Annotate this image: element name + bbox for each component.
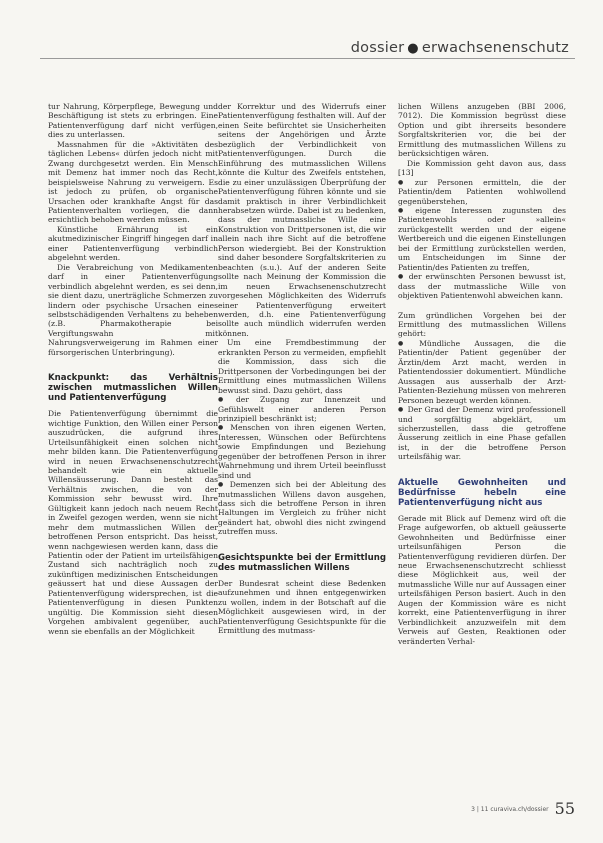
paragraph: Die Verabreichung von Medikamenten darf in einer Patientenverfügung verbindlich abgelehnt werden, es sei denn, sie dient dazu, unerträgliche Schmerzen zu lindern oder psychische Ursachen eines selbstschädigenden Verhaltens zu beheben (z.B. Pharmakotherapie bei Vergiftungswahn mit Nahrungsverweigerung im Rahmen einer fürsorgerischen Unterbringung). [48,262,218,357]
paragraph: lichen Willens anzugeben (BBI 2006, 7012). Die Kommission begrüsst diese Option und gibt ihrerseits besondere Sorgfaltskriterien vor, die bei der Ermittlung des mutmasslichen Willens zu berücksichtigen wären. [398,102,566,159]
page-footer [471,799,575,818]
header-section: dossier [350,40,405,56]
bullet-icon: ● [407,41,419,56]
list-item: ● zur Personen ermitteln, die der Patientin/dem Patienten wohlwollend gegenüberstehen, [398,178,566,206]
list-item: ● der erwünschten Personen bewusst ist, dass der mutmassliche Wille von objektiven Patientenwohl abweichen kann. [398,272,566,300]
header-topic: erwachsenenschutz [421,40,569,56]
column-1 [48,102,218,636]
bullet-list [218,395,386,537]
list-item: ● eigene Interessen zugunsten des Patientenwohls oder »allein« zurückgestellt werden und der eigene Wertbereich und die eigenen Einstellungen bei der Ermittlung zurückstellen werden, um Entscheidungen im Sinne der Patientin/des Patienten zu treffen, [398,206,566,272]
paragraph: Zum gründlichen Vorgehen bei der Ermittlung des mutmasslichen Willens gehört: [398,310,566,339]
bullet-list [398,178,566,301]
paragraph: der Korrektur und des Widerrufs einer Patientenverfügung festhalten will. Auf der einen Seite befürchtet sie Unsicherheiten seitens der Angehörigen und Ärzte bezüglich der Verbindlichkeit von Patientenverfügungen. Durch die Einführung des mutmasslichen Willens könnte die Kultur des Zweifels entstehen, die zu einer unzulässigen Überprüfung der Patientenverfügung führen könnte und sie damit praktisch in ihrer Verbindlichkeit herabsetzen würde. Dabei ist zu bedenken, dass der mutmassliche Wille eine Konstruktion von Drittpersonen ist, die wir allein nach ihre Sicht auf die betroffene Person wiedergiebt. Bei der Konstruktion sind daher besondere Sorgfaltskriterien zu beachten (s.u.). Auf der anderen Seite sollte nach Meinung der Kommission die im neuen Erwachsenenschutzrecht vorgesehen Möglichkeiten des Widerrufs einer Patientenverfügung erweitert werden, d.h. eine Patientenverfügung sollte auch mündlich widerrufen werden können. [218,102,386,338]
section-heading: Aktuelle Gewohnheiten und Bedürfnisse hebeln eine Patientenverfügung nicht aus [398,477,566,508]
issue-label: 3 | 11 curaviva.ch/dossier [471,806,549,813]
bullet-list [398,339,566,462]
running-header [351,40,569,56]
column-2 [218,102,386,636]
paragraph: Die Patientenverfügung übernimmt die wichtige Funktion, den Willen einer Person auszudrücken, die aufgrund ihres Urteilsunfähigkeit einen solchen nicht mehr bilden kann. Die Patientenverfügung wird in neuen Erwachsenenschutzrecht behandelt wie ein aktuelle Willensäusserung. Dann besteht das Verhältnis zwischen, die von der Kommission sehr bewusst wird. Ihre Gültigkeit kann jedoch nach neuem Recht in Zweifel gezogen werden, wenn sie nicht mehr dem mutmasslichen Willen der betroffenen Person entspricht. Das heisst, wenn nachgewiesen werden kann, dass die Patientin oder der Patient im urteilsfähigen Zustand sich nachträglich noch zu zukünftigen medizinischen Entscheidungen geäussert hat und diese Aussagen der Patientenverfügung widersprechen, ist die Patientenverfügung in diesen Punkten ungültig. Die Kommission sieht diesen Vorgehen ambivalent gegenüber, auch wenn sie ebenfalls an der Möglichkeit [48,409,218,636]
section-heading: Knackpunkt: das Verhältnis zwischen mutmasslichen Willen und Patientenverfügung [48,373,218,404]
page-number: 55 [554,799,575,818]
header-rule [40,58,575,59]
paragraph: Künstliche Ernährung ist ein akutmedizinischer Eingriff hingegen darf in einer Patientenverfügung verbindlich abgelehnt werden. [48,224,218,263]
paragraph: tur Nahrung, Körperpflege, Bewegung und Beschäftigung ist stets zu erbringen. Eine Patientenverfügung darf nicht verfügen, dies zu unterlassen. [48,102,218,140]
paragraph: Der Bundesrat scheint diese Bedenken aufzunehmen und ihnen entgegenwirken zu wollen, indem in der Botschaft auf die Möglichkeit ausgewiesen wird, in der Patientenverfügung Gesichtspunkte für die Ermittlung des mutmass- [218,578,386,636]
column-3 [398,102,566,646]
section-heading: Gesichtspunkte bei der Ermittlung des mutmasslichen Willens [218,552,386,573]
list-item: ● Mündliche Aussagen, die die Patientin/der Patient gegenüber der Ärztin/dem Arzt macht, werden in Patientendossier dokumentiert. Mündliche Aussagen aus ausserhalb der Arzt-Patienten-Beziehung müssen von mehreren Personen bezeugt werden können. [398,339,566,405]
paragraph: Die Kommission geht davon aus, dass [13] [398,158,566,178]
paragraph: Massnahmen für die »Aktivitäten des täglichen Lebens« dürfen jedoch nicht mit Zwang durchgesetzt werden. Ein Mensch mit Demenz hat immer noch das Recht, beispielsweise Nahrung zu verweigern. Es ist jedoch zu prüfen, ob organische Ursachen oder krankhafte Angst für das Patientenverhalten vorliegen, die dann ersichtlich behoben werden müssen. [48,139,218,225]
paragraph: Gerade mit Blick auf Demenz wird oft die Frage aufgeworfen, ob aktuell geäusserte Gewohnheiten und Bedürfnisse einer urteilsunfähigen Person die Patientenverfügung revidieren dürfen. Der neue Erwachsenenschutzrecht schliesst diese Möglichkeit aus, weil der mutmassliche Wille nur auf Aussagen einer urteilsfähigen Person basiert. Auch in den Augen der Kommission wäre es nicht korrekt, eine Patientenverfügung in ihrer Verbindlichkeit anzuzweifeln mit dem Verweis auf Gesten, Reaktionen oder veränderten Verhal- [398,513,566,646]
list-item: ● Demenzen sich bei der Ableitung des mutmasslichen Willens davon ausgehen, dass sich die betroffene Person in ihren Haltungen im Vergleich zu früher nicht geändert hat, obwohl dies nicht zwingend zutreffen muss. [218,480,386,537]
list-item: ● Der Grad der Demenz wird professionell und sorgfältig abgeklärt, um sicherzustellen, dass die getroffene Äusserung zeitlich in eine Phase gefallen ist, in der die betroffene Person urteilsfähig war. [398,405,566,462]
list-item: ● der Zugang zur Innenzeit und Gefühlswelt einer anderen Person prinzipiell beschränkt ist; [218,395,386,423]
list-item: ● Menschen von ihren eigenen Werten, Interessen, Wünschen oder Befürchtens sowie Empfindungen und Beziehung gegenüber der betroffenen Person in ihrer Wahrnehmung und ihrem Urteil beeinflusst sind und [218,423,386,480]
paragraph: Um eine Fremdbestimmung der erkrankten Person zu vermeiden, empfiehlt die Kommission, dass sich die Drittpersonen der Vorbedingungen bei der Ermittlung eines mutmasslichen Willens bewusst sind. Dazu gehört, dass [218,338,386,395]
